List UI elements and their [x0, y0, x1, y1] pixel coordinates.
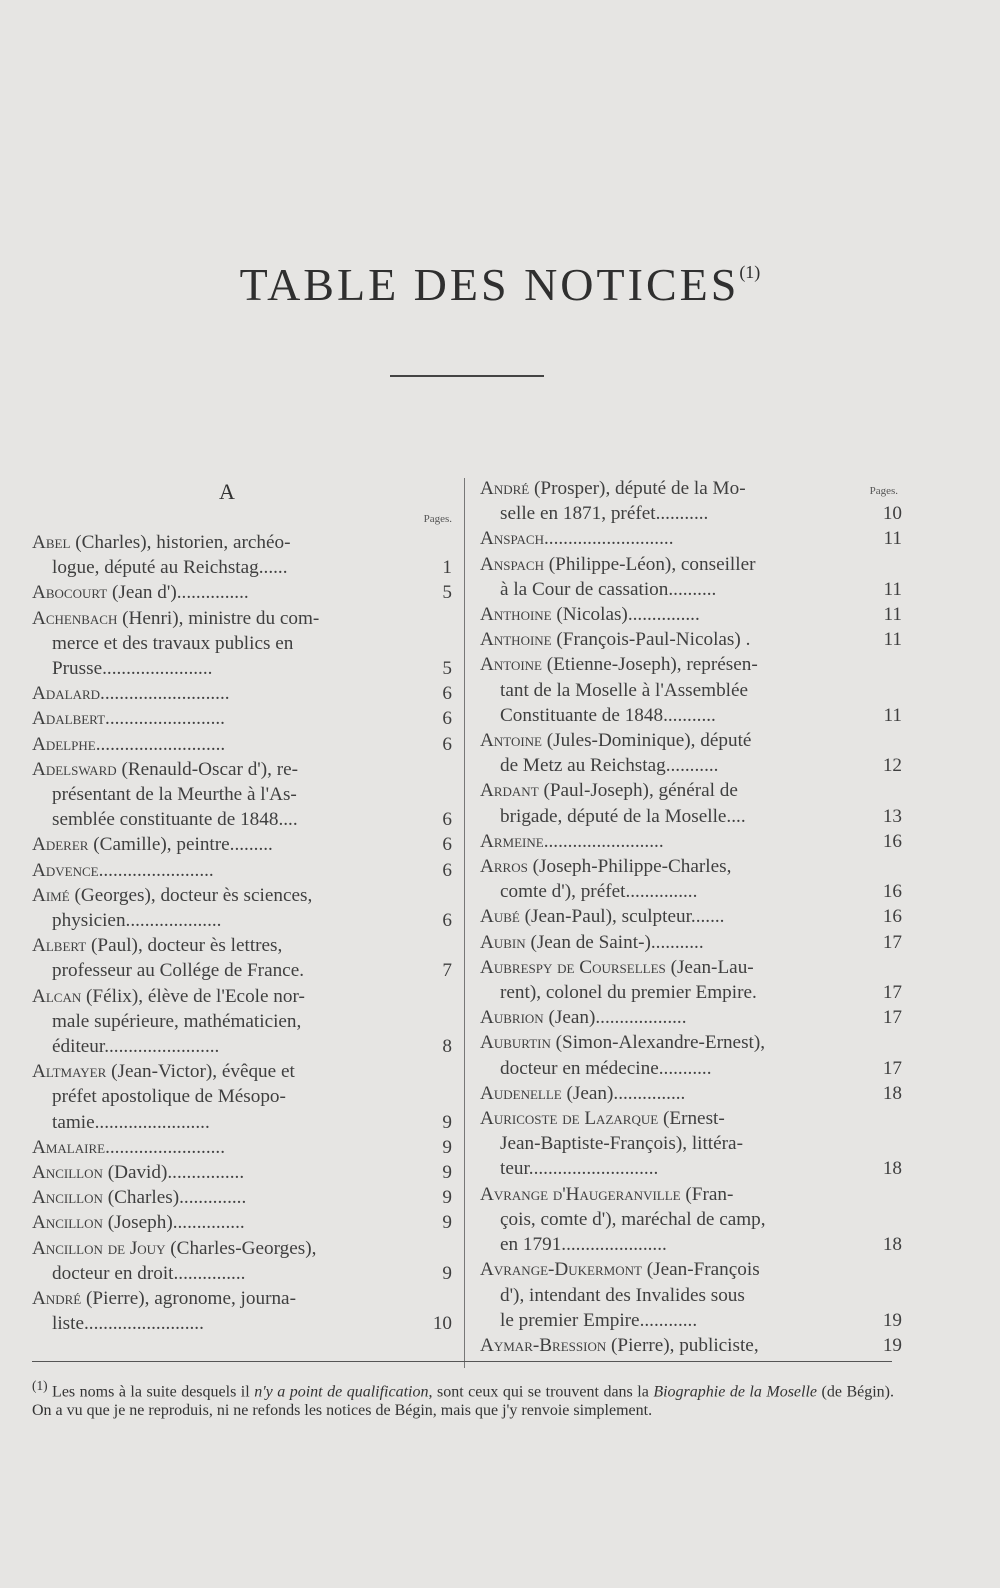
entry-continuation: liste......................... [52, 1313, 204, 1335]
entry-page-number: 13 [882, 805, 902, 827]
index-entry [480, 476, 902, 526]
entry-name: Ancillon [32, 1162, 103, 1184]
entry-continuation: le premier Empire............ [500, 1309, 698, 1331]
entry-page-number: 6 [442, 809, 452, 831]
index-entry [32, 530, 452, 580]
entry-text [480, 552, 850, 602]
page-title [0, 258, 1000, 311]
index-entry [32, 1286, 452, 1336]
entry-page-number: 16 [882, 830, 902, 852]
entry-continuation: çois, comte d'), maréchal de camp, [500, 1208, 766, 1230]
footnote-text-3: (de Bégin). On a vu que je ne reproduis, ni ne refonds les notices de Bégin, mais que j'y renvoie simplement. [32, 1383, 894, 1420]
entry-rest: (Paul-Joseph), général de [538, 780, 738, 802]
index-entry [480, 1106, 902, 1182]
entry-rest: (Pierre), agronome, journa- [81, 1288, 296, 1310]
entry-first-line [480, 1030, 850, 1055]
footnote-text-2: , sont ceux qui se trouvent dans la [428, 1383, 654, 1401]
entry-first-line [480, 1257, 850, 1282]
entry-name: Ancillon de Jouy [32, 1237, 166, 1259]
entry-continuation: présentant de la Meurthe à l'As- [52, 784, 297, 806]
entry-name: Ardant [480, 780, 539, 802]
entry-page-number: 6 [442, 708, 452, 730]
entry-first-line [480, 904, 850, 929]
index-entry [480, 1081, 902, 1106]
entry-name: André [480, 478, 530, 499]
entry-name: Advence [32, 859, 99, 881]
entry-name: Audenelle [480, 1082, 562, 1104]
left-entry-list [32, 530, 452, 1337]
entry-first-line [480, 602, 850, 627]
entry-page-number: 6 [442, 859, 452, 881]
entry-rest: (Charles-Georges), [165, 1237, 317, 1259]
title-footnote-mark: (1) [739, 262, 761, 282]
entry-first-line [32, 1286, 410, 1311]
entry-text [32, 858, 410, 883]
left-column [32, 476, 452, 1337]
entry-name: Arros [480, 856, 528, 878]
column-divider [464, 478, 465, 1368]
entry-continuation: comte d'), préfet............... [500, 881, 698, 903]
entry-continuation: tant de la Moselle à l'Assemblée [500, 679, 749, 701]
entry-rest: (Jean-Victor), évêque et [106, 1061, 295, 1083]
index-entry [480, 602, 902, 627]
index-entry [32, 883, 452, 933]
entry-continuation: Jean-Baptiste-François), littéra- [500, 1133, 743, 1155]
entry-text [480, 1081, 850, 1106]
pages-header: Pages. [423, 513, 452, 525]
index-entry [480, 552, 902, 602]
entry-name: Aimé [32, 884, 70, 906]
entry-name: Aubrespy de Courselles [480, 956, 666, 978]
entry-first-line [480, 552, 850, 577]
entry-first-line [480, 526, 850, 551]
entry-name: Adelsward [32, 758, 117, 780]
entry-first-line [480, 1182, 850, 1207]
index-entry [480, 1005, 902, 1030]
entry-page-number: 9 [442, 1262, 452, 1284]
entry-page-number: 5 [442, 658, 452, 680]
entry-first-line [32, 681, 410, 706]
entry-page-number: 17 [882, 931, 902, 953]
index-entry [32, 832, 452, 857]
entry-text [32, 1135, 410, 1160]
entry-page-number: 16 [882, 881, 902, 903]
entry-text [32, 832, 410, 857]
index-entry [480, 728, 902, 778]
title-rule [390, 375, 544, 377]
index-entry [480, 955, 902, 1005]
entry-continuation: merce et des travaux publics en [52, 632, 294, 654]
entry-page-number: 17 [882, 1007, 902, 1029]
index-entry [480, 1030, 902, 1080]
index-entry [480, 1333, 902, 1358]
entry-rest: (Ernest- [658, 1108, 725, 1130]
entry-continuation: docteur en droit............... [52, 1262, 246, 1284]
entry-first-line [480, 778, 850, 803]
entry-page-number: 9 [442, 1212, 452, 1234]
entry-rest: (Paul), docteur ès lettres, [86, 935, 283, 957]
entry-name: Anthoine [480, 604, 552, 626]
entry-name: Ancillon [32, 1212, 103, 1234]
entry-page-number: 18 [882, 1234, 902, 1256]
entry-first-line [480, 1005, 850, 1030]
index-entry [480, 904, 902, 929]
entry-first-line [480, 829, 850, 854]
entry-name: Adelphe [32, 733, 96, 755]
entry-rest: (Jean)............... [561, 1082, 686, 1104]
entry-text [480, 627, 850, 652]
footnote-mark: (1) [32, 1378, 48, 1393]
entry-first-line [32, 832, 410, 857]
entry-rest: (Charles).............. [102, 1187, 247, 1209]
entry-rest: ........................... [100, 683, 230, 705]
entry-text [32, 606, 410, 682]
entry-continuation: préfet apostolique de Mésopo- [52, 1086, 286, 1108]
entry-page-number: 9 [442, 1136, 452, 1158]
right-column [480, 476, 902, 1358]
entry-first-line [480, 728, 850, 753]
entry-first-line [32, 1210, 410, 1235]
entry-text [480, 955, 850, 1005]
entry-first-line [32, 858, 410, 883]
entry-rest: (Camille), peintre......... [88, 834, 273, 856]
entry-continuation: rent), colonel du premier Empire. [500, 982, 757, 1004]
index-entry [32, 706, 452, 731]
entry-page-number: 1 [442, 557, 452, 579]
entry-text [480, 476, 850, 526]
entry-text [32, 681, 410, 706]
entry-page-number: 16 [882, 906, 902, 928]
index-entry [32, 933, 452, 983]
entry-text [32, 580, 410, 605]
entry-rest: (Pierre), publiciste, [606, 1334, 759, 1356]
entry-text [32, 984, 410, 1060]
entry-text [32, 1210, 410, 1235]
entry-rest: (Prosper), député de la Mo- [529, 478, 746, 499]
index-entry [32, 1185, 452, 1210]
entry-name: Abocourt [32, 582, 108, 604]
entry-name: Auricoste de Lazarque [480, 1108, 659, 1130]
entry-rest: (Simon-Alexandre-Ernest), [550, 1032, 766, 1054]
entry-text [480, 602, 850, 627]
footnote [32, 1376, 894, 1420]
entry-page-number: 6 [442, 733, 452, 755]
entry-name: Avrange-Dukermont [480, 1259, 642, 1281]
entry-name: Ancillon [32, 1187, 103, 1209]
entry-rest: (Georges), docteur ès sciences, [69, 884, 313, 906]
entry-text [32, 706, 410, 731]
entry-first-line [32, 1135, 410, 1160]
entry-rest: (Jean-François [641, 1259, 760, 1281]
entry-text [480, 854, 850, 904]
entry-text [480, 1333, 850, 1358]
entry-text [480, 778, 850, 828]
title-text: TABLE DES NOTICES [239, 259, 740, 310]
entry-page-number: 9 [442, 1162, 452, 1184]
entry-page-number: 12 [882, 755, 902, 777]
entry-continuation: physicien.................... [52, 910, 222, 932]
entry-continuation: Constituante de 1848........... [500, 704, 716, 726]
entry-name: Antoine [480, 654, 542, 676]
entry-first-line [480, 854, 850, 879]
entry-continuation: éditeur........................ [52, 1036, 220, 1058]
entry-name: Anspach [480, 553, 544, 575]
index-entry [32, 1236, 452, 1286]
entry-page-number: 17 [882, 982, 902, 1004]
entry-page-number: 17 [882, 1057, 902, 1079]
entry-name: Achenbach [32, 607, 118, 629]
entry-first-line [32, 1236, 410, 1261]
index-entry [480, 652, 902, 728]
entry-rest: (Jean-Paul), sculpteur....... [519, 906, 725, 928]
entry-name: Altmayer [32, 1061, 107, 1083]
entry-name: Abel [32, 532, 71, 553]
entry-first-line [480, 476, 850, 501]
entry-rest: (Philippe-Léon), conseiller [543, 553, 756, 575]
section-letter: A [219, 479, 235, 504]
entry-rest: (Jean)................... [543, 1007, 687, 1029]
index-entry [32, 1160, 452, 1185]
entry-name: Antoine [480, 730, 542, 752]
entry-continuation: teur........................... [500, 1158, 659, 1180]
entry-name: Auburtin [480, 1032, 551, 1054]
entry-first-line [480, 1333, 850, 1358]
entry-text [32, 933, 410, 983]
entry-continuation: logue, député au Reichstag...... [52, 557, 288, 579]
entry-text [32, 1236, 410, 1286]
entry-rest: (Henri), ministre du com- [117, 607, 320, 629]
entry-continuation: à la Cour de cassation.......... [500, 578, 717, 600]
entry-rest: (Fran- [680, 1183, 734, 1205]
entry-continuation: docteur en médecine........... [500, 1057, 712, 1079]
entry-name: Aubé [480, 906, 520, 928]
entry-rest: ......................... [105, 1136, 225, 1158]
index-entry [32, 858, 452, 883]
entry-text [480, 904, 850, 929]
index-entry [480, 778, 902, 828]
entry-continuation: selle en 1871, préfet........... [500, 503, 709, 525]
entry-rest: (Renauld-Oscar d'), re- [116, 758, 299, 780]
entry-rest: (Charles), historien, archéo- [70, 532, 291, 553]
entry-name: Albert [32, 935, 87, 957]
index-entry [480, 526, 902, 551]
entry-text [480, 1257, 850, 1333]
entry-page-number: 9 [442, 1187, 452, 1209]
entry-first-line [480, 930, 850, 955]
entry-page-number: 11 [883, 578, 902, 600]
entry-name: Anthoine [480, 629, 552, 651]
entry-text [480, 1005, 850, 1030]
index-entry [480, 627, 902, 652]
entry-text [32, 757, 410, 833]
entry-first-line [32, 580, 410, 605]
entry-page-number: 10 [882, 503, 902, 525]
entry-continuation: semblée constituante de 1848.... [52, 809, 298, 831]
entry-page-number: 9 [442, 1111, 452, 1133]
entry-text [480, 526, 850, 551]
index-entry [32, 732, 452, 757]
entry-rest: (Jean d')............... [107, 582, 249, 604]
entry-rest: ........................ [98, 859, 214, 881]
entry-name: Alcan [32, 985, 82, 1007]
entry-text [480, 1106, 850, 1182]
entry-rest: ........................... [543, 528, 674, 550]
entry-text [32, 1059, 410, 1135]
entry-page-number: 11 [883, 528, 902, 550]
pages-header-right: Pages. [869, 485, 898, 497]
entry-rest: (Joseph-Philippe-Charles, [527, 856, 732, 878]
index-entry [32, 606, 452, 682]
entry-rest: (François-Paul-Nicolas) . [551, 629, 751, 651]
entry-rest: (Joseph)............... [102, 1212, 245, 1234]
entry-continuation: tamie........................ [52, 1111, 210, 1133]
index-entry [480, 854, 902, 904]
entry-name: Avrange d'Haugeranville [480, 1183, 681, 1205]
entry-name: André [32, 1288, 82, 1310]
entry-name: Aubrion [480, 1007, 544, 1029]
entry-first-line [32, 1160, 410, 1185]
entry-page-number: 10 [432, 1313, 452, 1335]
entry-page-number: 18 [882, 1082, 902, 1104]
entry-continuation: brigade, député de la Moselle.... [500, 805, 746, 827]
entry-page-number: 18 [882, 1158, 902, 1180]
entry-first-line [32, 883, 410, 908]
entry-text [32, 732, 410, 757]
entry-text [32, 1160, 410, 1185]
entry-first-line [480, 1081, 850, 1106]
entry-page-number: 7 [442, 960, 452, 982]
entry-page-number: 11 [883, 704, 902, 726]
entry-page-number: 8 [442, 1036, 452, 1058]
index-entry [32, 1210, 452, 1235]
entry-rest: (Félix), élève de l'Ecole nor- [81, 985, 305, 1007]
entry-rest: (David)................ [102, 1162, 245, 1184]
entry-continuation: Prusse....................... [52, 658, 213, 680]
entry-first-line [32, 530, 410, 555]
entry-continuation: de Metz au Reichstag........... [500, 755, 719, 777]
entry-first-line [32, 706, 410, 731]
entry-text [32, 1185, 410, 1210]
footnote-text-1: Les noms à la suite desquels il [47, 1383, 255, 1401]
entry-rest: (Jules-Dominique), député [542, 730, 752, 752]
entry-page-number: 6 [442, 910, 452, 932]
entry-first-line [32, 933, 410, 958]
entry-first-line [480, 1106, 850, 1131]
entry-continuation: professeur au Collége de France. [52, 960, 305, 982]
index-entry [32, 580, 452, 605]
entry-first-line [32, 606, 410, 631]
entry-rest: (Etienne-Joseph), représen- [542, 654, 758, 676]
entry-page-number: 6 [442, 834, 452, 856]
entry-name: Anspach [480, 528, 544, 550]
entry-page-number: 19 [882, 1334, 902, 1356]
entry-first-line [480, 652, 850, 677]
entry-continuation: en 1791...................... [500, 1234, 667, 1256]
entry-text [480, 1182, 850, 1258]
entry-rest: (Nicolas)............... [551, 604, 700, 626]
entry-rest: ......................... [543, 830, 664, 852]
entry-page-number: 5 [442, 582, 452, 604]
entry-rest: (Jean-Lau- [665, 956, 754, 978]
entry-text [32, 1286, 410, 1336]
entry-page-number: 19 [882, 1309, 902, 1331]
entry-rest: (Jean de Saint-)........... [525, 931, 704, 953]
right-entry-list [480, 476, 902, 1358]
footnote-italic-1: n'y a point de qualification [254, 1383, 429, 1401]
index-entry [480, 1257, 902, 1333]
entry-page-number: 11 [883, 629, 902, 651]
index-entry [32, 1059, 452, 1135]
entry-text [32, 883, 410, 933]
entry-text [480, 728, 850, 778]
footnote-rule [32, 1361, 892, 1362]
entry-name: Adalbert [32, 708, 106, 730]
entry-name: Amalaire [32, 1136, 106, 1158]
entry-first-line [480, 955, 850, 980]
entry-rest: ........................... [95, 733, 226, 755]
index-entry [32, 1135, 452, 1160]
index-entry [32, 681, 452, 706]
entry-page-number: 6 [442, 683, 452, 705]
entry-rest: ......................... [105, 708, 225, 730]
index-entry [480, 930, 902, 955]
entry-first-line [32, 732, 410, 757]
index-entry [480, 829, 902, 854]
entry-name: Aubin [480, 931, 526, 953]
entry-first-line [480, 627, 850, 652]
entry-text [480, 829, 850, 854]
footnote-italic-2: Biographie de la Moselle [653, 1383, 818, 1401]
entry-text [480, 1030, 850, 1080]
entry-text [480, 930, 850, 955]
entry-first-line [32, 1185, 410, 1210]
index-entry [32, 984, 452, 1060]
entry-first-line [32, 984, 410, 1009]
index-entry [480, 1182, 902, 1258]
entry-name: Adalard [32, 683, 101, 705]
entry-text [480, 652, 850, 728]
entry-text [32, 530, 410, 580]
entry-name: Aymar-Bression [480, 1334, 607, 1356]
entry-page-number: 11 [883, 604, 902, 626]
entry-name: Armeine [480, 830, 544, 852]
entry-continuation: male supérieure, mathématicien, [52, 1010, 302, 1032]
entry-name: Aderer [32, 834, 89, 856]
entry-first-line [32, 757, 410, 782]
entry-first-line [32, 1059, 410, 1084]
index-entry [32, 757, 452, 833]
entry-continuation: d'), intendant des Invalides sous [500, 1284, 745, 1306]
